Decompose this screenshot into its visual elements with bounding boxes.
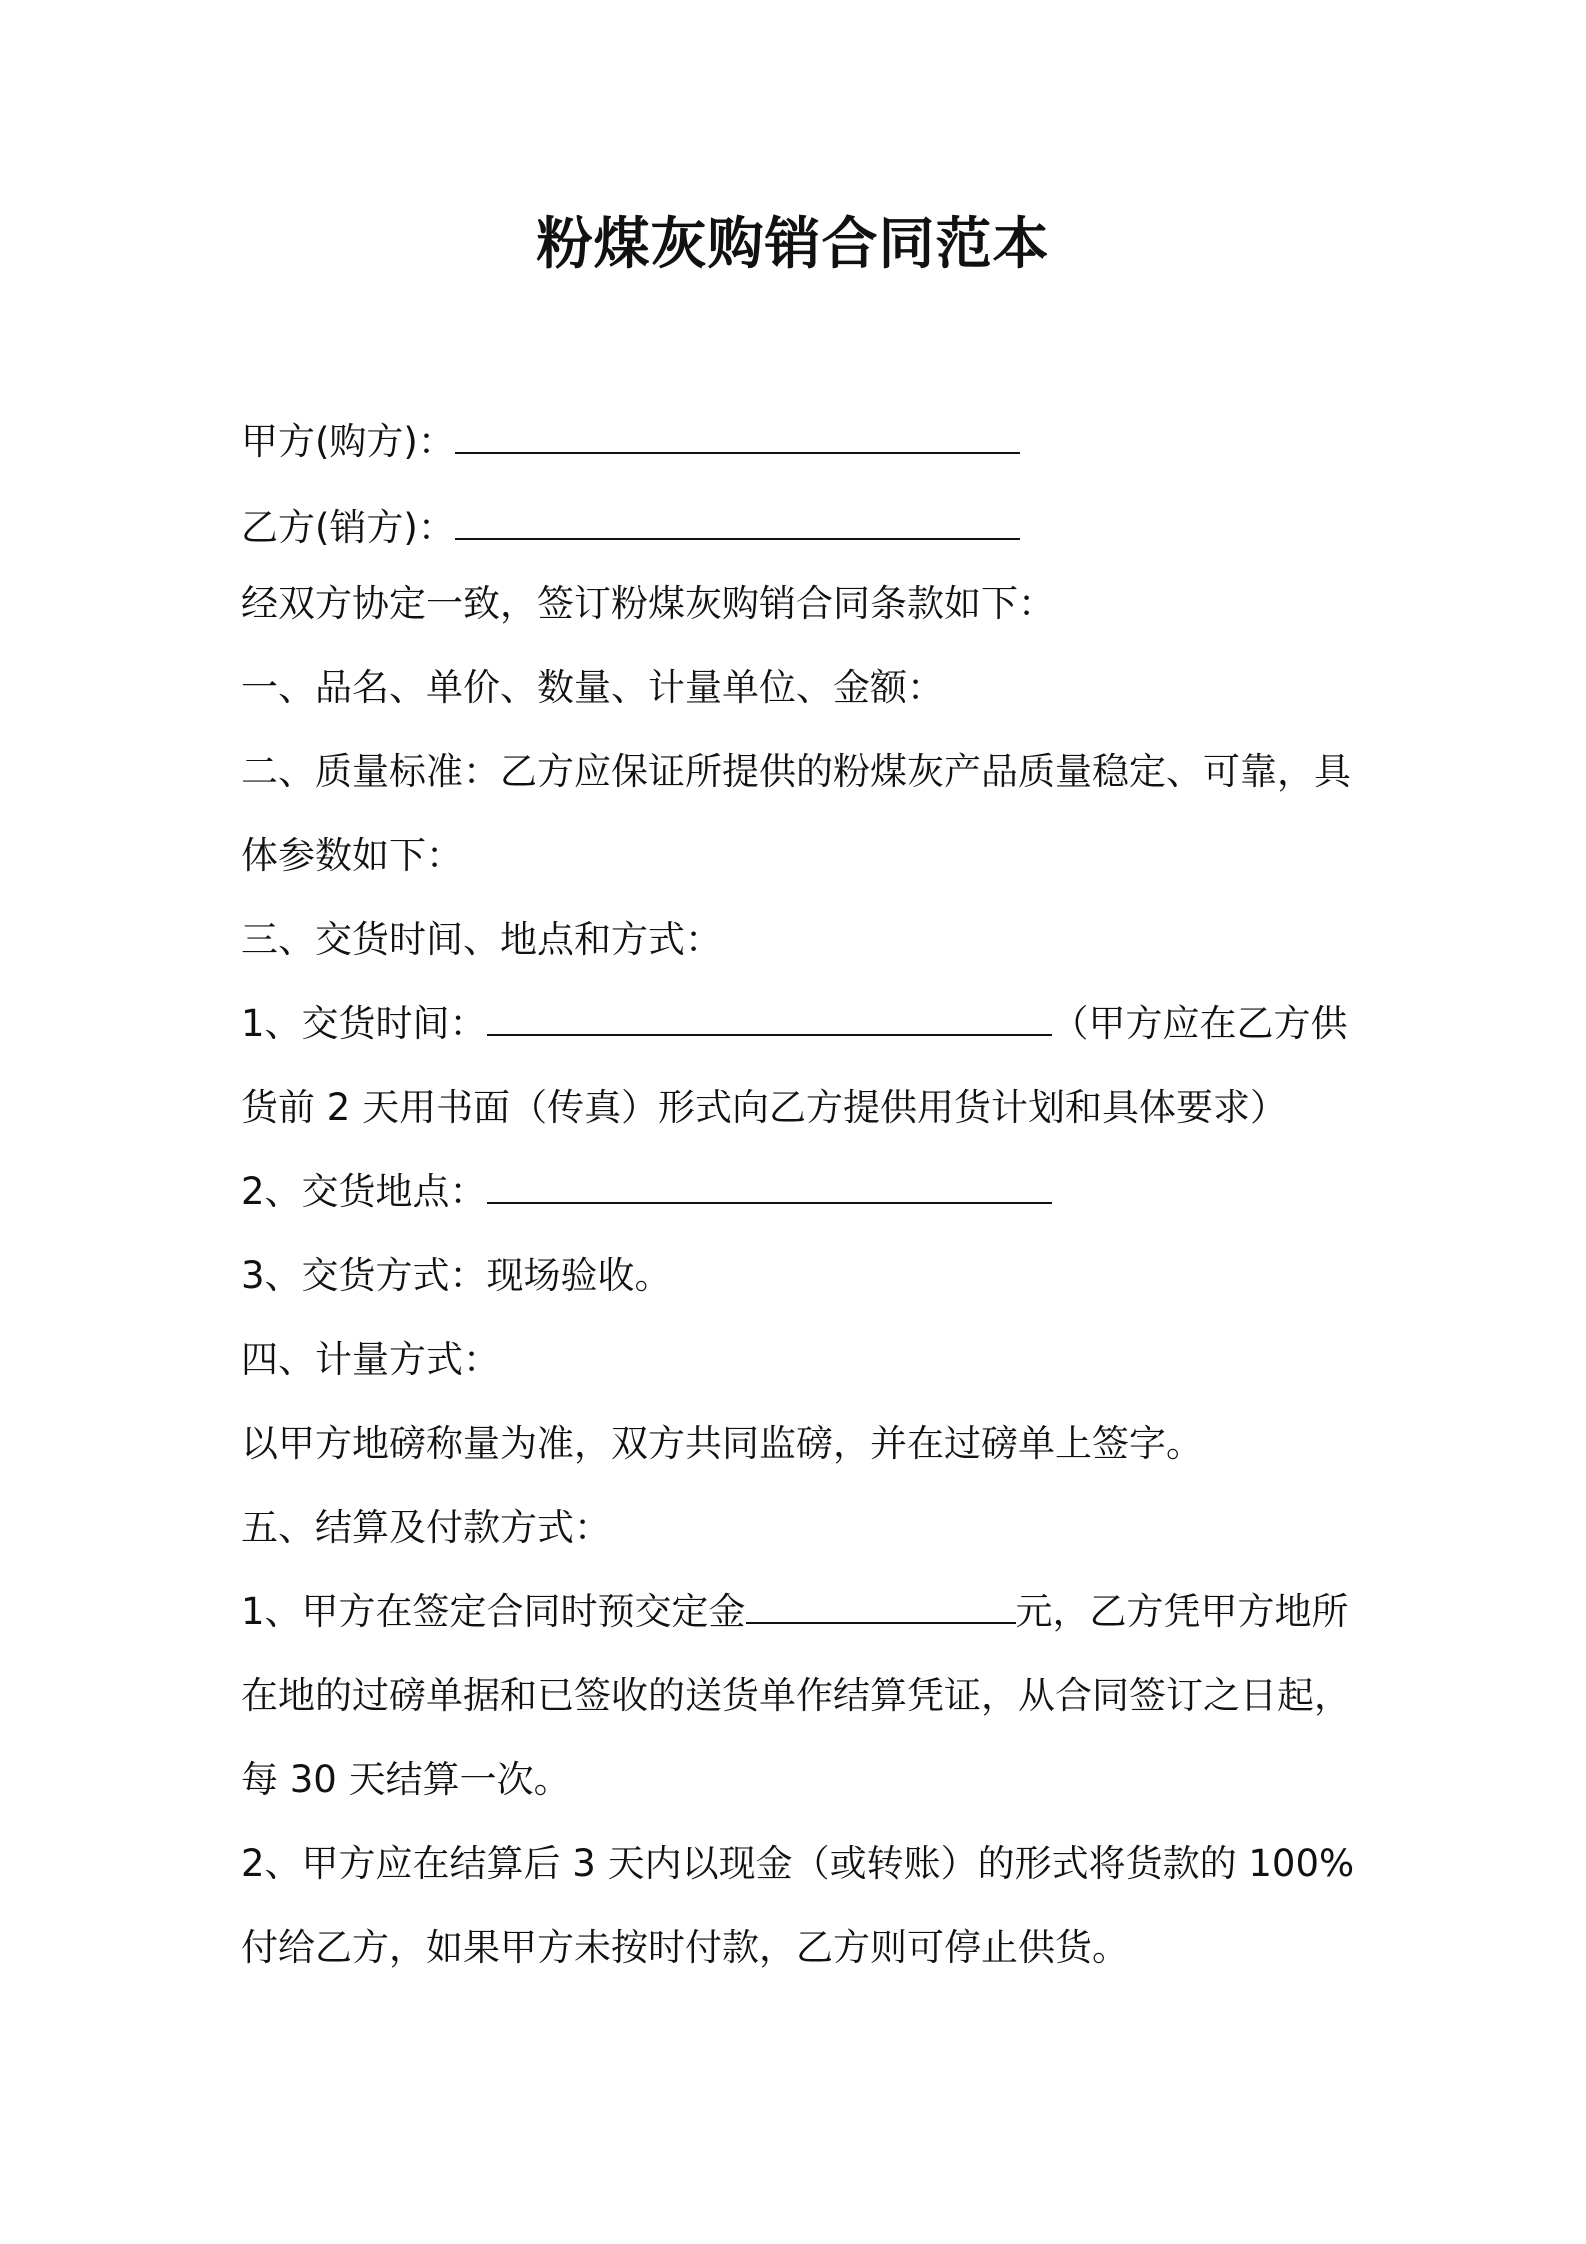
deposit-suffix: 元，乙方凭甲方地所 — [1015, 1590, 1349, 1633]
delivery-method-line: 3、交货方式：现场验收。 — [241, 1254, 672, 1297]
delivery-time-blank — [487, 1000, 1052, 1036]
party-b-line — [241, 500, 1361, 556]
delivery-time-label: 1、交货时间： — [241, 1002, 487, 1045]
party-a-line — [241, 414, 1361, 470]
delivery-time-line — [241, 996, 1361, 1052]
payment-line-1: 2、甲方应在结算后 3 天内以现金（或转账）的形式将货款的 100% — [241, 1842, 1355, 1885]
section-4-body: 以甲方地磅称量为准，双方共同监磅，并在过磅单上签字。 — [241, 1422, 1203, 1465]
party-a-blank — [455, 418, 1020, 454]
section-4-heading: 四、计量方式： — [241, 1338, 500, 1381]
delivery-time-line-2: 货前 2 天用书面（传真）形式向乙方提供用货计划和具体要求） — [241, 1086, 1288, 1129]
payment-line-2: 付给乙方，如果甲方未按时付款，乙方则可停止供货。 — [241, 1926, 1129, 1969]
settlement-line-2: 在地的过磅单据和已签收的送货单作结算凭证，从合同签订之日起， — [241, 1674, 1351, 1717]
section-5-heading: 五、结算及付款方式： — [241, 1506, 611, 1549]
delivery-place-label: 2、交货地点： — [241, 1170, 487, 1213]
section-1-heading: 一、品名、单价、数量、计量单位、金额： — [241, 666, 944, 709]
party-a-label: 甲方(购方)： — [241, 420, 455, 463]
party-b-label: 乙方(销方)： — [241, 506, 455, 549]
delivery-time-note: （甲方应在乙方供 — [1051, 1002, 1348, 1045]
deposit-blank — [746, 1588, 1016, 1624]
intro-text: 经双方协定一致，签订粉煤灰购销合同条款如下： — [241, 582, 1055, 625]
section-2-line-1: 二、质量标准：乙方应保证所提供的粉煤灰产品质量稳定、可靠，具 — [241, 750, 1351, 793]
delivery-place-line — [241, 1164, 1361, 1220]
deposit-prefix: 1、甲方在签定合同时预交定金 — [241, 1590, 746, 1633]
delivery-place-blank — [487, 1168, 1052, 1204]
settlement-line-3: 每 30 天结算一次。 — [241, 1758, 571, 1801]
party-b-blank — [455, 504, 1020, 540]
section-3-heading: 三、交货时间、地点和方式： — [241, 918, 722, 961]
section-2-line-2: 体参数如下： — [241, 834, 463, 877]
deposit-line — [241, 1584, 1361, 1640]
document-title: 粉煤灰购销合同范本 — [536, 212, 1050, 277]
